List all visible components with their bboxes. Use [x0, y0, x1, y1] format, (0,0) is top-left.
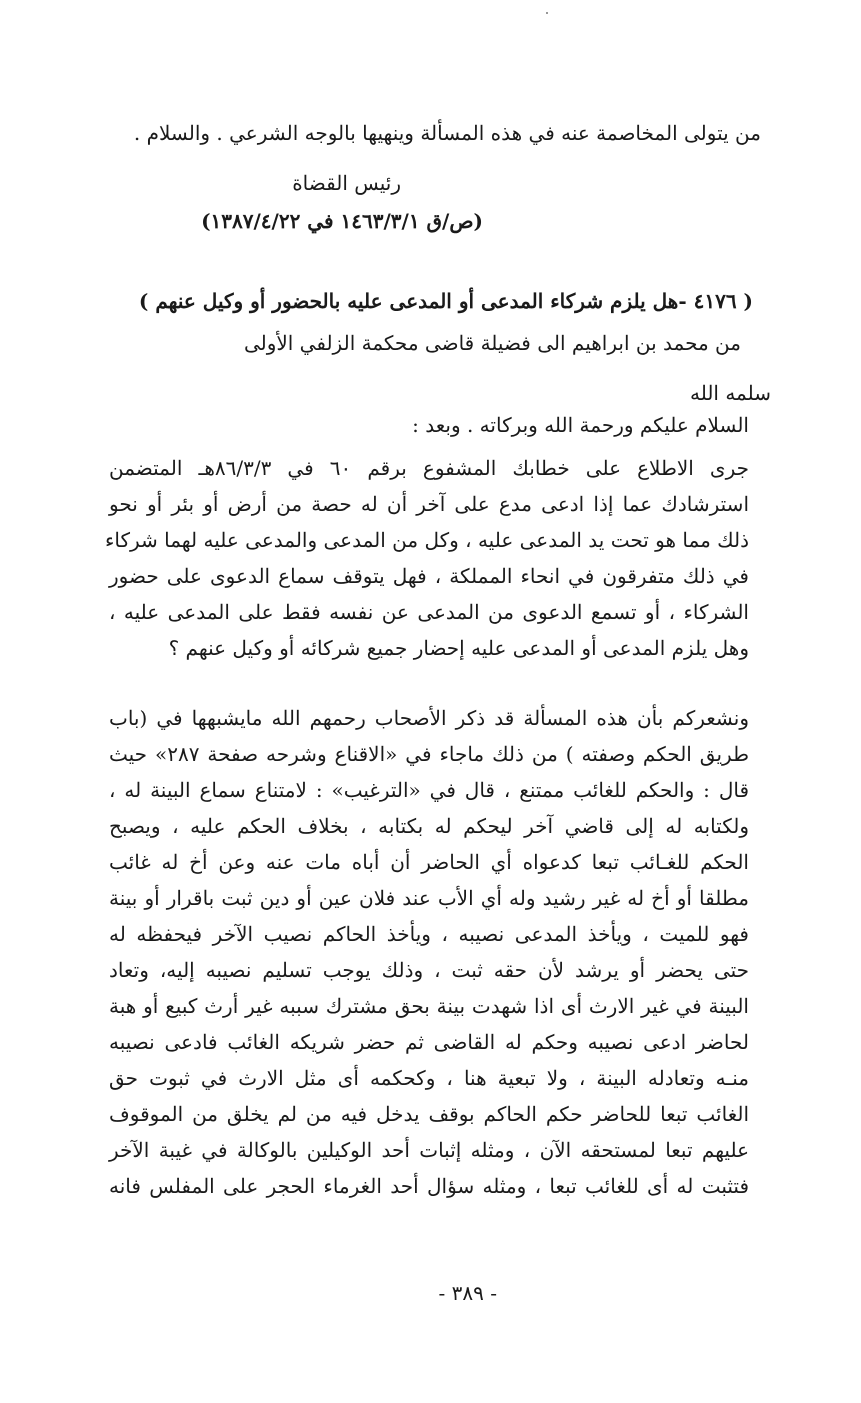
paragraph-line: حتى يحضر أو يرشد لأن حقه ثبت ، وذلك يوجب تسليم نصيبه إليه، وتعاد: [109, 958, 749, 982]
signature-title: رئيس القضاة: [292, 171, 401, 195]
paragraph-line: جرى الاطلاع على خطابك المشفوع برقم ٦٠ في ٨٦/٣/٣هـ المتضمن: [109, 456, 749, 480]
intro-line: من يتولى المخاصمة عنه في هذه المسألة وينهيها بالوجه الشرعي . والسلام .: [133, 121, 761, 145]
paragraph-line: ولكتابه له إلى قاضي آخر ليحكم له بكتابه ، بخلاف الحكم عليه ، ويصبح: [109, 814, 749, 838]
salutation: سلمه الله: [689, 381, 771, 405]
page-number: - ٣٨٩ -: [438, 1281, 497, 1305]
greeting: السلام عليكم ورحمة الله وبركاته . وبعد :: [412, 413, 749, 437]
paragraph-line: فتثبت له أى للغائب تبعا ، ومثله سؤال أحد الغرماء الحجر على المفلس فانه: [109, 1174, 750, 1198]
paragraph-question: [104, 450, 749, 666]
paragraph-line: منـه وتعادله البينة ، ولا تبعية هنا ، وكحكمه أى مثل الارث في ثبوت حق: [109, 1066, 749, 1090]
from-line: من محمد بن ابراهيم الى فضيلة قاضى محكمة الزلفي الأولى: [243, 331, 741, 355]
paragraph-line: البينة في غير الارث أى اذا شهدت بينة بحق مشترك سببه غير أرث كبيع أو هبة: [109, 994, 749, 1018]
paragraph-line: في ذلك متفرقون في انحاء المملكة ، فهل يتوقف سماع الدعوى على حضور: [109, 564, 749, 588]
scan-speck: [546, 12, 548, 14]
paragraph-line: ذلك مما هو تحت يد المدعى عليه ، وكل من المدعى والمدعى عليه لهما شركاء: [104, 528, 749, 552]
paragraph-line: وهل يلزم المدعى أو المدعى عليه إحضار جميع شركائه أو وكيل عنهم ؟: [168, 636, 749, 660]
paragraph-line: الغائب تبعا للحاضر حكم الحاكم بوقف يدخل فيه من لم يخلق من الموقوف: [109, 1102, 749, 1126]
paragraph-line: فهو للميت ، ويأخذ المدعى نصيبه ، ويأخذ الحاكم نصيب الآخر فيحفظه له: [109, 922, 749, 946]
paragraph-answer: [109, 700, 749, 1204]
paragraph-line: الحكم للغـائب تبعا كدعواه أي الحاضر أن أباه مات عنه وعن أخ له غائب: [109, 850, 749, 874]
paragraph-line: استرشادك عما إذا ادعى مدع على آخر أن له حصة من أرض أو بئر أو نحو: [109, 492, 749, 516]
fatwa-heading: ( ٤١٧٦ -هل يلزم شركاء المدعى أو المدعى عليه بالحضور أو وكيل عنهم ): [138, 289, 753, 313]
paragraph-line: مطلقا أو أخ له غير رشيد وله أي الأب عند فلان عين أو دين ثبت باقرار أو بينة: [109, 886, 749, 910]
paragraph-line: قال : والحكم للغائب ممتنع ، قال في «الترغيب» : لامتناع سماع البينة له ،: [109, 778, 749, 802]
reference-number: (ص/ق ١٤٦٣/٣/١ في ١٣٨٧/٤/٢٢): [201, 209, 483, 233]
paragraph-line: طريق الحكم وصفته ) من ذلك ماجاء في «الاقناع وشرحه صفحة ٢٨٧» حيث: [109, 742, 749, 766]
paragraph-line: الشركاء ، أو تسمع الدعوى من المدعى عن نفسه فقط على المدعى عليه ،: [109, 600, 749, 624]
paragraph-line: عليهم تبعا لمستحقه الآن ، ومثله إثبات أحد الوكيلين بالوكالة في غيبة الآخر: [109, 1138, 749, 1162]
paragraph-line: لحاضر ادعى نصيبه وحكم له القاضى ثم حضر شريكه الغائب فادعى نصيبه: [109, 1030, 749, 1054]
paragraph-line: ونشعركم بأن هذه المسألة قد ذكر الأصحاب رحمهم الله مايشبهها في (باب: [109, 706, 749, 730]
